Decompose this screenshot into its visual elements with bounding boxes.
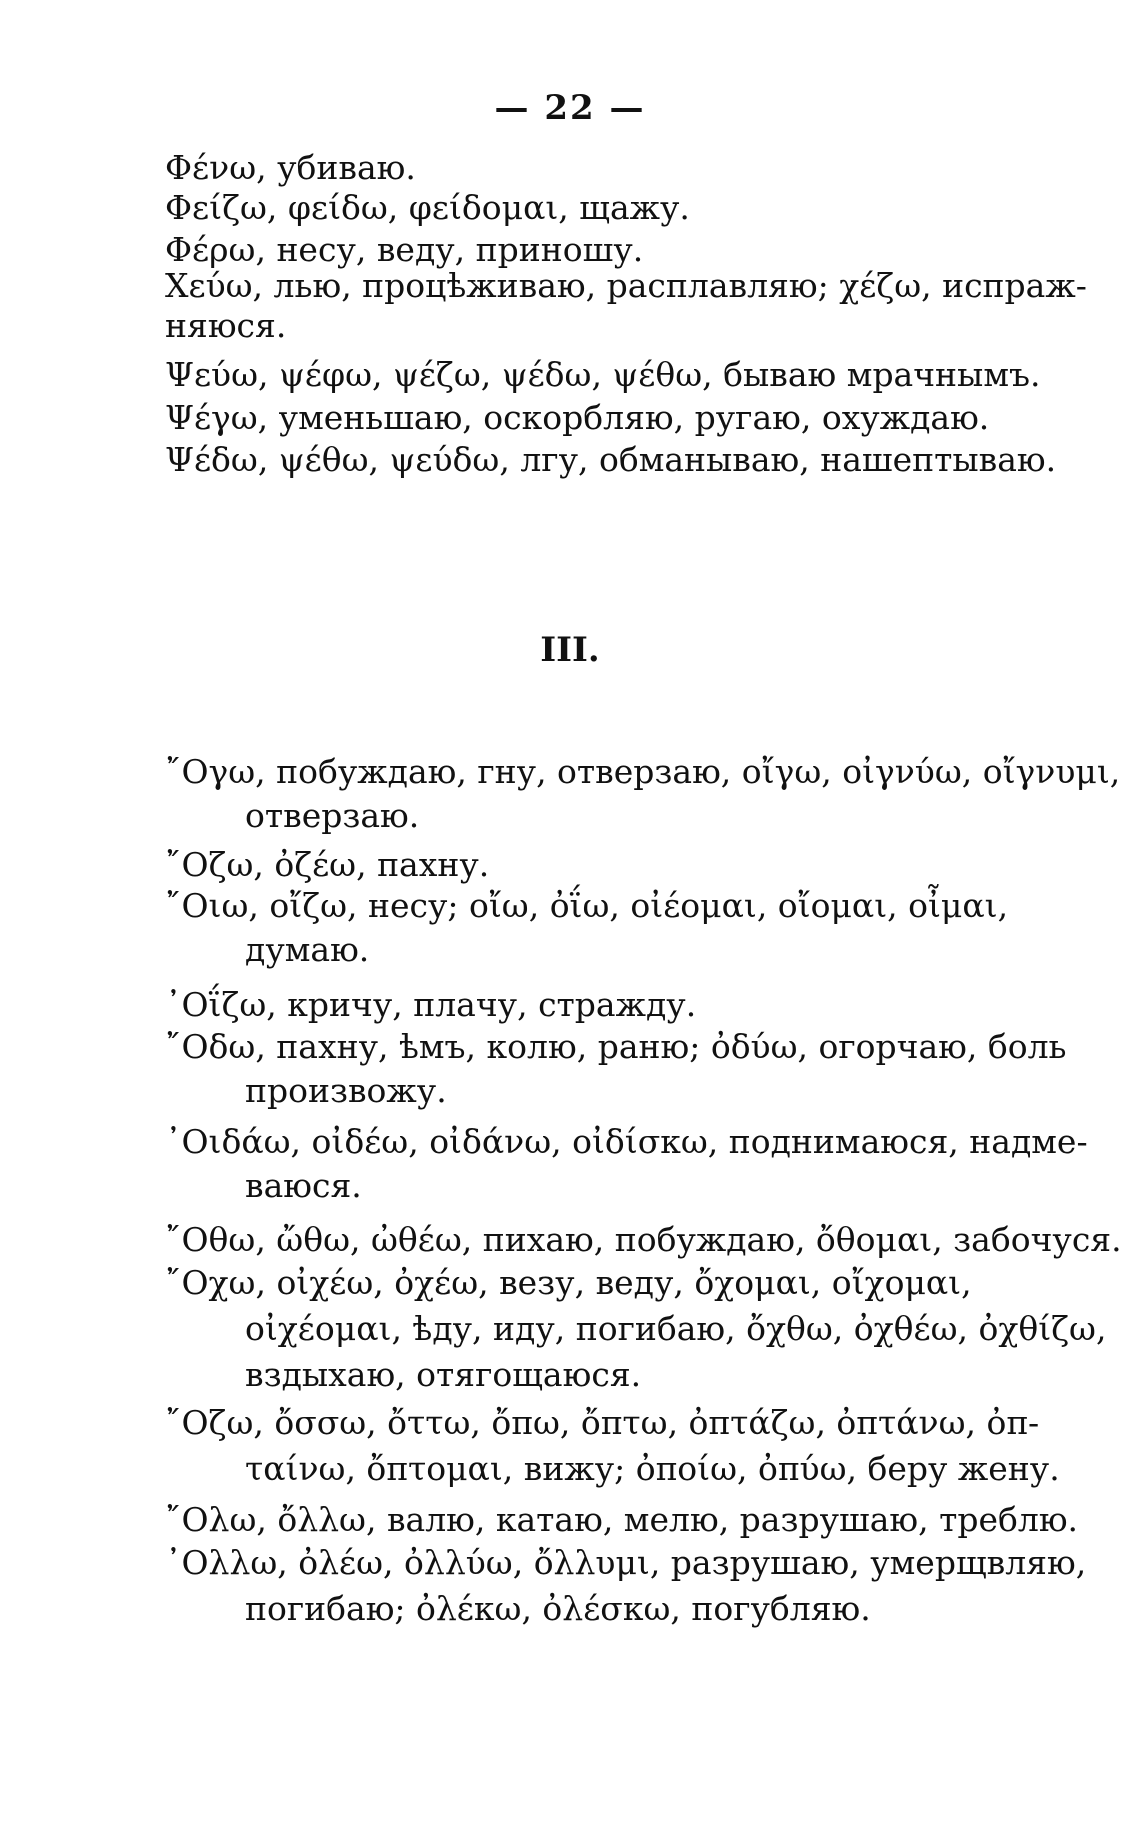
- section-heading: III.: [540, 630, 600, 670]
- entry-continuation-2: вздыхаю, отягощаюся.: [245, 1355, 642, 1394]
- entry-text: ῎Ογω, побуждаю, гну, отверзаю, οἴγω, οἰγνύω, οἴγνυμι,: [165, 752, 1121, 791]
- entry-continuation: ταίνω, ὄπτομαι, вижу; ὀποίω, ὀπύω, беру жену.: [245, 1449, 1060, 1488]
- entry-olo: [165, 1495, 1115, 1545]
- entry-continuation: няюся.: [165, 306, 287, 345]
- entry-text: Φέρω, несу, веду, приношу.: [165, 230, 644, 269]
- entry-text: Φένω, убиваю.: [165, 148, 416, 187]
- entry-text: ῎Οθω, ὤθω, ὠθέω, пихаю, побуждаю, ὄθομαι, забочуся.: [165, 1220, 1122, 1259]
- entry-ollo: [165, 1540, 1115, 1632]
- entry-text: ῎Οιω, οἴζω, несу; οἴω, ὀΐω, οἰέομαι, οἴομαι, οἶμαι,: [165, 886, 1009, 925]
- entry-text: Ψέδω, ψέθω, ψεύδω, лгу, обманываю, нашептываю.: [165, 440, 1057, 479]
- entry-psedo: [165, 435, 1115, 485]
- entry-continuation: отверзаю.: [245, 796, 420, 835]
- entry-text: Χεύω, лью, процѣживаю, расплавляю; χέζω, испраж-: [165, 266, 1087, 305]
- entry-oizo: [165, 980, 1115, 1030]
- entry-text: ᾽Οΐζω, кричу, плачу, стражду.: [165, 985, 697, 1024]
- entry-continuation: οἰχέομαι, ѣду, иду, погибаю, ὄχθω, ὀχθέω, ὀχθίζω,: [245, 1309, 1107, 1348]
- entry-continuation: погибаю; ὀλέκω, ὀλέσκω, погубляю.: [245, 1589, 871, 1628]
- entry-text: ῎Οχω, οἰχέω, ὀχέω, везу, веду, ὄχομαι, οἴχομαι,: [165, 1263, 972, 1302]
- entry-text: ῎Οζω, ὀζέω, пахну.: [165, 845, 490, 884]
- entry-ocho: [165, 1260, 1115, 1398]
- entry-odo: [165, 1025, 1115, 1113]
- entry-continuation: произвожу.: [245, 1071, 447, 1110]
- entry-continuation: думаю.: [245, 930, 370, 969]
- entry-text: ᾽Ολλω, ὀλέω, ὀλλύω, ὄλλυμι, разрушаю, умерщвляю,: [165, 1543, 1087, 1582]
- entry-cheuo: [165, 266, 1115, 346]
- entry-text: Ψεύω, ψέφω, ψέζω, ψέδω, ψέθω, бываю мрачнымъ.: [165, 355, 1041, 394]
- entry-oidao: [165, 1120, 1115, 1208]
- entry-otho: [165, 1215, 1122, 1265]
- entry-ozo: [165, 840, 1115, 890]
- entry-ogo: [165, 750, 1121, 838]
- entry-text: ῎Οδω, пахну, ѣмъ, колю, раню; ὀδύω, огорчаю, боль: [165, 1027, 1067, 1066]
- entry-text: Φείζω, φείδω, φείδομαι, щажу.: [165, 188, 690, 227]
- entry-text: ῎Οζω, ὄσσω, ὄττω, ὄπω, ὄπτω, ὀπτάζω, ὀπτάνω, ὀπ-: [165, 1403, 1040, 1442]
- entry-text: Ψέγω, уменьшаю, оскорбляю, ругаю, охуждаю.: [165, 398, 990, 437]
- entry-text: ᾽Οιδάω, οἰδέω, οἰδάνω, οἰδίσκω, поднимаюся, надме-: [165, 1122, 1088, 1161]
- entry-osso: [165, 1400, 1115, 1492]
- page-number: — 22 —: [494, 88, 646, 128]
- entry-continuation: ваюся.: [245, 1166, 362, 1205]
- entry-text: ῎Ολω, ὄλλω, валю, катаю, мелю, разрушаю, треблю.: [165, 1500, 1079, 1539]
- entry-oio: [165, 884, 1115, 972]
